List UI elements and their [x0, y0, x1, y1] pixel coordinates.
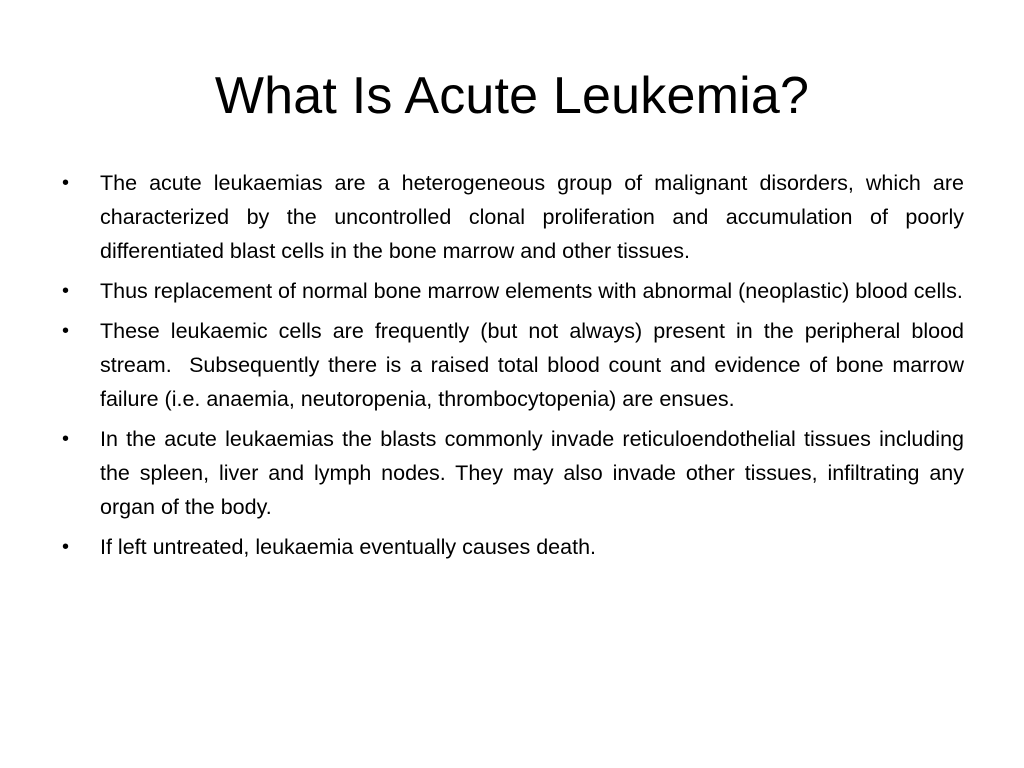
bullet-text: These leukaemic cells are frequently (but not always) present in the peripheral blood stream. Subsequently there is a raised total blood count and evidence of bone marrow failure (i.e. anaemia, neutoropenia, thrombocytopenia) are ensues.	[100, 319, 970, 411]
bullet-item	[60, 166, 970, 268]
bullet-dot-icon: •	[62, 428, 70, 450]
bullet-dot-icon: •	[62, 280, 70, 302]
bullet-item	[60, 422, 970, 524]
bullet-dot-icon: •	[62, 320, 70, 342]
bullet-item	[60, 274, 964, 308]
bullet-list	[60, 166, 970, 570]
bullet-item	[60, 314, 970, 416]
bullet-text: Thus replacement of normal bone marrow elements with abnormal (neoplastic) blood cells.	[100, 279, 963, 303]
bullet-text: The acute leukaemias are a heterogeneous group of malignant disorders, which are characterized by the uncontrolled clonal proliferation and accumulation of poorly differentiated blast cells in the bone marrow and other tissues.	[100, 171, 970, 263]
bullet-dot-icon: •	[62, 536, 70, 558]
bullet-text: In the acute leukaemias the blasts commonly invade reticuloendothelial tissues including the spleen, liver and lymph nodes. They may also invade other tissues, infiltrating any organ of the body.	[100, 427, 970, 519]
bullet-text: If left untreated, leukaemia eventually causes death.	[100, 535, 597, 559]
bullet-dot-icon: •	[62, 172, 70, 194]
slide-title: What Is Acute Leukemia?	[214, 67, 810, 125]
bullet-item	[60, 530, 964, 564]
